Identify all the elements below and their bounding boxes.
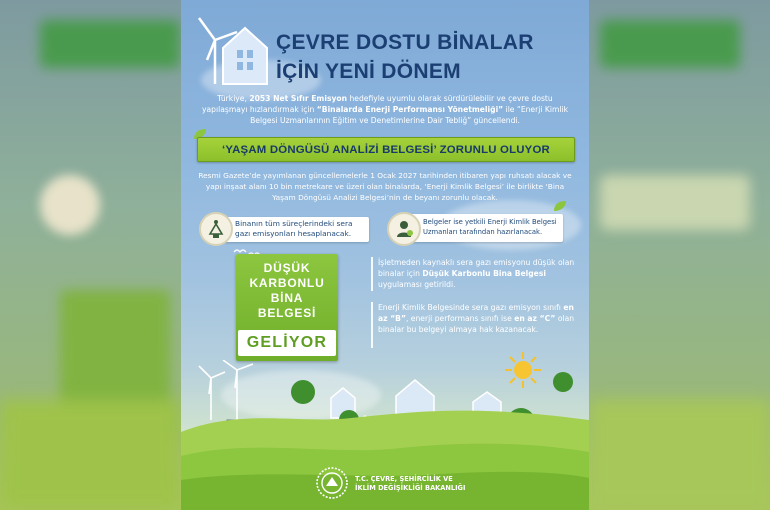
badge-line-3: BİNA — [270, 291, 304, 305]
ministry-name — [355, 475, 505, 493]
badge-line-4: BELGESİ — [257, 306, 317, 320]
intro-part: Türkiye, — [217, 94, 250, 103]
badge-line-2: KARBONLU — [249, 276, 325, 290]
divider-line — [371, 302, 373, 348]
desc-bold: en az “C” — [514, 314, 556, 323]
mandatory-banner — [197, 137, 575, 162]
desc-part: olan binalar bu belgeyi almaya hak kazanacak. — [378, 314, 575, 334]
intro-bold: 2053 Net Sıfır Emisyon — [249, 94, 348, 103]
page-title — [276, 28, 576, 86]
coming-text: GELİYOR — [246, 334, 328, 351]
regulation-paragraph: Resmi Gazete’de yayımlanan güncellemelerle 1 Ocak 2027 tarihinden itibaren yapı ruhsatı alacak ve yapı inşaat alanı 10 bin metrekare ve üzeri olan binalarda, ‘Enerji Kimlik Belgesi’ ile birlikte ‘Bina Yaşam Döngüsü Analizi Belgesi’nin de beyanı zorunlu olacak. — [198, 171, 572, 202]
greenhouse-emission-icon — [199, 212, 233, 246]
title-line-2: İÇİN YENİ DÖNEM — [276, 60, 461, 83]
badge-line-1: DÜŞÜK — [263, 261, 311, 275]
desc-part: uygulaması getirildi. — [378, 280, 456, 289]
desc-bold: en az “B” — [378, 303, 574, 323]
divider-line — [371, 257, 373, 291]
info-experts-text: Belgeler ise yetkili Enerji Kimlik Belgesi Uzmanları tarafından hazırlanacak. — [423, 218, 557, 236]
ministry-line-2: İKLİM DEĞİŞİKLİĞİ BAKANLIĞI — [355, 484, 466, 492]
low-carbon-description — [378, 257, 578, 290]
desc-part: , enerji performans sınıfı ise — [405, 314, 515, 323]
infographic-poster — [181, 0, 589, 510]
intro-bold: “Binalarda Enerji Performansı Yönetmeliği” — [316, 105, 504, 114]
ministry-emblem-icon — [315, 466, 349, 500]
ministry-line-1: T.C. ÇEVRE, ŞEHİRCİLİK VE — [355, 475, 453, 483]
banner-text: ‘YAŞAM DÖNGÜSÜ ANALİZİ BELGESİ’ ZORUNLU OLUYOR — [222, 143, 550, 156]
eligibility-description — [378, 302, 578, 335]
intro-part: hedefiyle uyumlu olarak sürdürülebilir ve çevre dostu yapılaşmayı hızlandırmak için — [202, 94, 553, 114]
intro-part: ile “Enerji Kimlik Belgesi Uzmanlarının Eğitim ve Denetimlerine Dair Tebliğ” güncellendi. — [250, 105, 568, 125]
intro-text — [195, 93, 575, 126]
title-line-1: ÇEVRE DOSTU BİNALAR — [276, 31, 534, 54]
desc-bold: Düşük Karbonlu Bina Belgesi — [422, 269, 546, 278]
coming-label — [238, 330, 336, 356]
certificate-expert-icon — [387, 212, 421, 246]
house-wind-turbine-icon — [193, 10, 271, 85]
desc-part: Enerji Kimlik Belgesinde sera gazı emisyon sınıfı — [378, 303, 564, 312]
info-emissions-text: Binanın tüm süreçlerindeki sera gazı emisyonları hesaplanacak. — [235, 219, 353, 238]
desc-part: İşletmeden kaynaklı sera gazı emisyonu düşük olan binalar için — [378, 258, 575, 278]
